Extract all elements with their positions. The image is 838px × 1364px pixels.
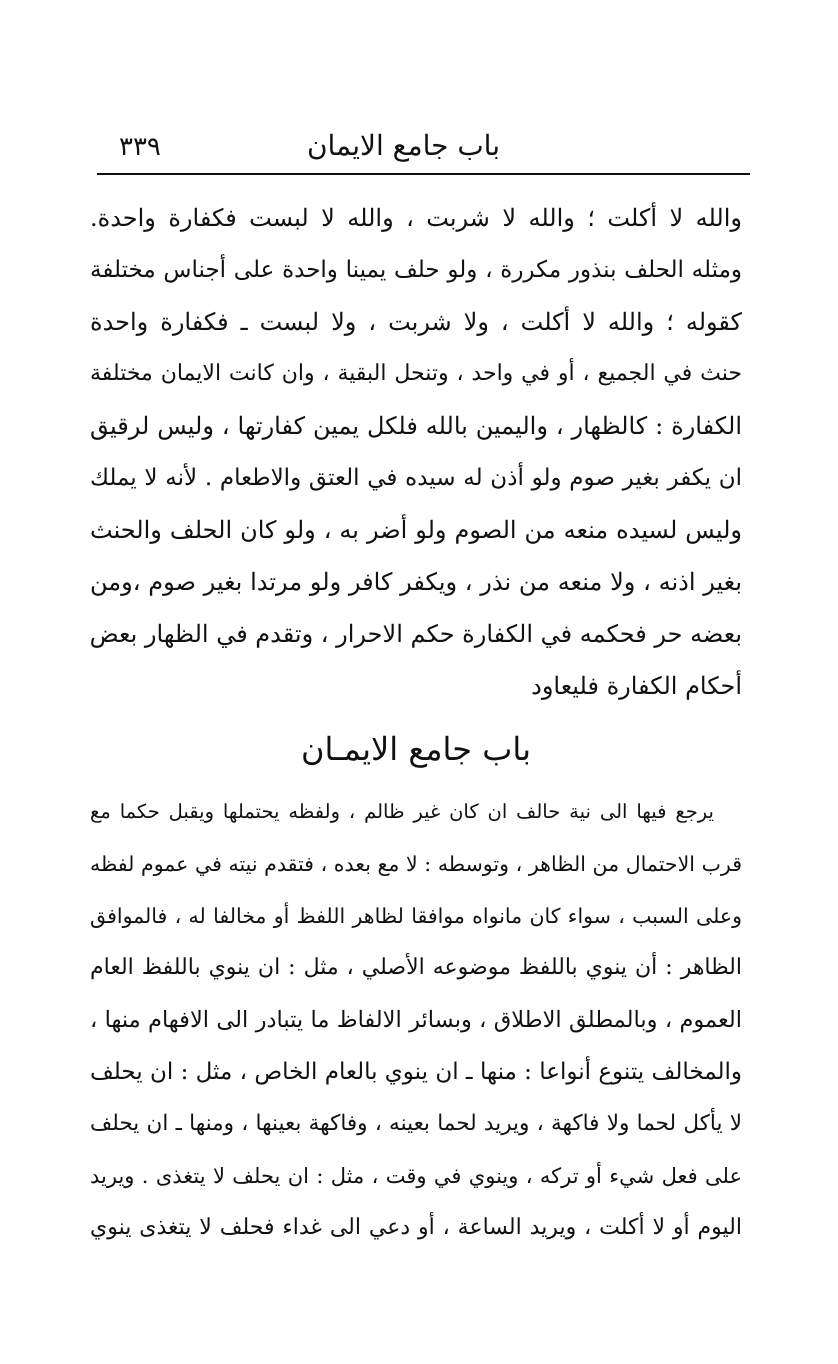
chapter-title: باب جامع الايمـان bbox=[301, 730, 531, 768]
text-line: ومثله الحلف بنذور مكررة ، ولو حلف يمينا واحدة على أجناس مختلفة bbox=[90, 257, 742, 283]
text-line: أحكام الكفارة فليعاود bbox=[531, 672, 742, 700]
text-line: كقوله ؛ والله لا أكلت ، ولا شربت ، ولا لبست ـ فكفارة واحدة bbox=[90, 308, 742, 336]
text-line: ان يكفر بغير صوم ولو أذن له سيده في العتق والاطعام . لأنه لا يملك bbox=[90, 465, 742, 491]
text-line: اليوم أو لا أكلت ، ويريد الساعة ، أو دعي الى غداء فحلف لا يتغذى ينوي bbox=[90, 1215, 742, 1240]
header-rule bbox=[97, 173, 750, 175]
text-line: العموم ، وبالمطلق الاطلاق ، وبسائر الالفاظ ما يتبادر الى الافهام منها ، bbox=[90, 1007, 742, 1033]
text-line: قرب الاحتمال من الظاهر ، وتوسطه : لا مع بعده ، فتقدم نيته في عموم لفظه bbox=[90, 852, 742, 876]
text-line: وليس لسيده منعه من الصوم ولو أضر به ، ولو كان الحلف والحنث bbox=[90, 516, 742, 544]
text-line: يرجع فيها الى نية حالف ان كان غير ظالم ، ولفظه يحتملها ويقبل حكما مع bbox=[90, 800, 714, 823]
text-line: حنث في الجميع ، أو في واحد ، وتنحل البقية ، وان كانت الايمان مختلفة bbox=[90, 361, 742, 386]
running-title: باب جامع الايمان bbox=[306, 129, 500, 162]
text-line: وعلى السبب ، سواء كان مانواه موافقا لظاهر اللفظ أو مخالفا له ، فالموافق bbox=[90, 904, 742, 928]
body-text bbox=[90, 192, 742, 1254]
text-line: على فعل شيء أو تركه ، وينوي في وقت ، مثل : ان يحلف لا يتغذى . ويريد bbox=[90, 1164, 742, 1188]
text-line: الظاهر : أن ينوي باللفظ موضوعه الأصلي ، مثل : ان ينوي باللفظ العام bbox=[90, 955, 742, 980]
text-line: لا يأكل لحما ولا فاكهة ، ويريد لحما بعينه ، وفاكهة بعينها ، ومنها ـ ان يحلف bbox=[90, 1111, 742, 1136]
text-line: بغير اذنه ، ولا منعه من نذر ، ويكفر كافر ولو مرتدا بغير صوم ،ومن bbox=[90, 568, 742, 596]
text-line: بعضه حر فحكمه في الكفارة حكم الاحرار ، وتقدم في الظهار بعض bbox=[89, 620, 742, 648]
page-header bbox=[97, 128, 750, 168]
text-line: والمخالف يتنوع أنواعا : منها ـ ان ينوي بالعام الخاص ، مثل : ان يحلف bbox=[90, 1059, 742, 1085]
text-line: الكفارة : كالظهار ، واليمين بالله فلكل يمين كفارتها ، وليس لرقيق bbox=[90, 412, 742, 440]
text-line: والله لا أكلت ؛ والله لا شربت ، والله لا لبست فكفارة واحدة. bbox=[90, 204, 742, 232]
page-number: ٣٣٩ bbox=[119, 132, 161, 162]
